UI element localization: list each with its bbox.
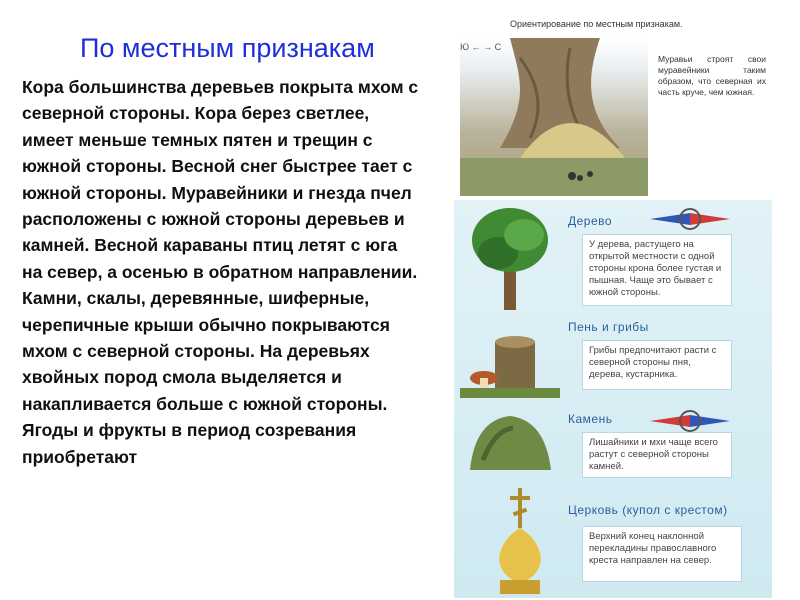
tree-icon [460, 205, 560, 320]
entry-title-church: Церковь (купол с крестом) [568, 503, 728, 517]
compass-label: Ю ← → С [460, 42, 502, 52]
entry-text-church: Верхний конец наклонной перекладины православного креста направлен на север. [582, 526, 742, 582]
entry-text-tree: У дерева, растущего на открытой местности с одной стороны крона более густая и пышная. Чаще это бывает с южной стороны. [582, 234, 732, 306]
body-text: Кора большинства деревьев покрыта мхом с северной стороны. Кора берез светлее, имеет меньше темных пятен и трещин с южной стороны. Весной снег быстрее тает с южной стороны. Муравейники и гнезда пчел расположены с южной стороны деревьев и камней. Весной караваны птиц летят с юга на север, а осенью в обратном направлении. Камни, скалы, деревянные, шиферные, черепичные крыши обычно покрываются мхом с северной стороны. На деревьях хвойных пород смола выделяется и накапливается больше с южной стороны. Ягоды и фрукты в период созревания приобретают [22, 77, 419, 467]
entry-text-stump: Грибы предпочитают расти с северной стороны пня, дерева, кустарника. [582, 340, 732, 390]
entry-title-stump: Пень и грибы [568, 320, 649, 334]
stone-icon [465, 410, 555, 479]
illustration-caption: Ориентирование по местным признакам. [510, 19, 683, 29]
church-dome-icon [485, 488, 555, 600]
ant-hill-illustration [460, 18, 770, 178]
page-title: По местным признакам [80, 33, 375, 63]
panel-edge [420, 200, 454, 598]
ant-hill-text: Муравьи строят свои муравейники таким образом, что северная их часть круче, чем южная. [658, 54, 766, 97]
ant-hill-scene [460, 38, 648, 196]
entry-title-tree: Дерево [568, 214, 613, 228]
entry-text-stone: Лишайники и мхи чаще всего растут с северной стороны камней. [582, 432, 732, 478]
entry-title-stone: Камень [568, 412, 613, 426]
stump-icon [460, 330, 560, 405]
